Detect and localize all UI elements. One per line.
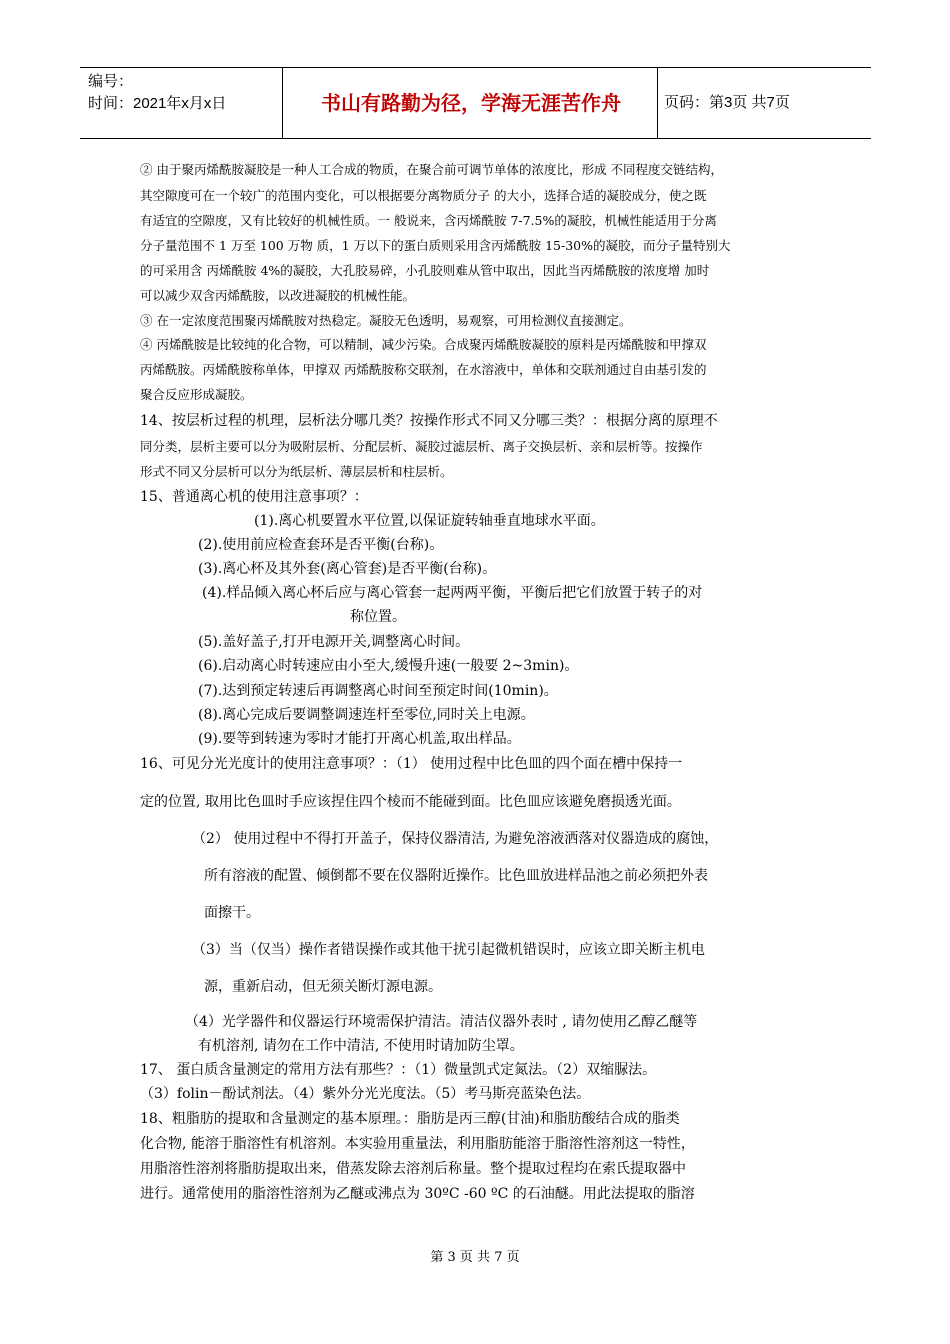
- question-17-line: 17、 蛋白质含量测定的常用方法有那些？：（1）微量凯式定氮法。（2）双缩脲法。: [140, 1062, 657, 1078]
- list-item: (1).离心机要置水平位置,以保证旋转轴垂直地球水平面。: [254, 513, 605, 529]
- body-line: 化合物, 能溶于脂溶性有机溶剂。本实验用重量法，利用脂肪能溶于脂溶性溶剂这一特性，: [140, 1136, 695, 1152]
- question-15-heading: 15、普通离心机的使用注意事项？：: [140, 489, 368, 505]
- body-line: 所有溶液的配置、倾倒都不要在仪器附近操作。比色皿放进样品池之前必须把外表: [204, 868, 708, 884]
- body-line: ④ 丙烯酰胺是比较纯的化合物，可以精制，减少污染。合成聚丙烯酰胺凝胶的原料是丙烯酰胺和甲撑双: [140, 337, 707, 352]
- header-divider: [657, 68, 658, 138]
- body-line: 聚合反应形成凝胶。: [140, 387, 253, 402]
- body-line: 有机溶剂, 请勿在工作中清洁, 不使用时请加防尘罩。: [198, 1038, 524, 1054]
- body-line: 其空隙度可在一个较广的范围内变化，可以根据要分离物质分子 的大小，选择合适的凝胶成分，使之既: [140, 188, 707, 203]
- body-line: （3）folin－酚试剂法。（4）紫外分光光度法。（5）考马斯亮蓝染色法。: [140, 1086, 591, 1102]
- body-line: 源，重新启动，但无须关断灯源电源。: [204, 979, 442, 995]
- body-line: 进行。通常使用的脂溶性溶剂为乙醚或沸点为 30ºC -60 ºC 的石油醚。用此法提取的脂溶: [140, 1186, 695, 1202]
- question-14-line: 14、按层析过程的机理，层析法分哪几类？按操作形式不同又分哪三类？：根据分离的原理不: [140, 413, 718, 429]
- page-footer: 第 3 页 共 7 页: [430, 1250, 520, 1265]
- list-item: (8).离心完成后要调整调速连杆至零位,同时关上电源。: [198, 707, 535, 723]
- list-item: (2).使用前应检查套环是否平衡(台称)。: [198, 537, 444, 553]
- body-line: 有适宜的空隙度，又有比较好的机械性质。一 般说来，含丙烯酰胺 7-7.5%的凝胶，机械性能适用于分离: [140, 213, 717, 228]
- body-line: 用脂溶性溶剂将脂肪提取出来，借蒸发除去溶剂后称量。整个提取过程均在索氏提取器中: [140, 1161, 686, 1177]
- header-meta: [88, 71, 226, 115]
- list-item: (7).达到预定转速后再调整离心时间至预定时间(10min)。: [198, 683, 558, 699]
- page-header: [80, 67, 871, 139]
- body-line: 同分类，层析主要可以分为吸附层析、分配层析、凝胶过滤层析、离子交换层析、亲和层析等。按操作: [140, 439, 703, 454]
- body-line: 面擦干。: [204, 905, 260, 921]
- body-line: 丙烯酰胺。丙烯酰胺称单体，甲撑双 丙烯酰胺称交联剂，在水溶液中，单体和交联剂通过自由基引发的: [140, 362, 707, 377]
- list-item: 称位置。: [350, 609, 406, 625]
- body-line: 定的位置, 取用比色皿时手应该捏住四个棱而不能碰到面。比色皿应该避免磨损透光面。: [140, 794, 681, 810]
- list-item: (5).盖好盖子,打开电源开关,调整离心时间。: [198, 634, 470, 650]
- number-label: 编号：: [88, 73, 134, 90]
- body-line: （4）光学器件和仪器运行环境需保护清洁。清洁仪器外表时 , 请勿使用乙醇乙醚等: [185, 1014, 698, 1030]
- body-line: 形式不同又分层析可以分为纸层析、薄层层析和柱层析。: [140, 464, 453, 479]
- list-item: (6).启动离心时转速应由小至大,缓慢升速(一般要 2~3min)。: [198, 658, 579, 674]
- question-16-line: 16、可见分光光度计的使用注意事项？：（1） 使用过程中比色皿的四个面在槽中保持一: [140, 756, 683, 772]
- body-line: ③ 在一定浓度范围聚丙烯酰胺对热稳定。凝胶无色透明，易观察，可用检测仪直接测定。: [140, 313, 632, 328]
- question-18-line: 18、粗脂肪的提取和含量测定的基本原理。：脂肪是丙三醇(甘油)和脂肪酸结合成的脂类: [140, 1111, 680, 1127]
- body-line: （2） 使用过程中不得打开盖子，保持仪器清洁, 为避免溶液洒落对仪器造成的腐蚀，: [192, 831, 719, 847]
- page-number-label: 页码：第3页 共7页: [664, 94, 790, 111]
- list-item: (9).要等到转速为零时才能打开离心机盖,取出样品。: [198, 731, 521, 747]
- list-item: (4).样品倾入离心杯后应与离心管套一起两两平衡，平衡后把它们放置于转子的对: [202, 585, 703, 601]
- body-line: （3）当（仅当）操作者错误操作或其他干扰引起微机错误时，应该立即关断主机电: [192, 942, 705, 958]
- list-item: (3).离心杯及其外套(离心管套)是否平衡(台称)。: [198, 561, 497, 577]
- body-line: 可以减少双含丙烯酰胺，以改进凝胶的机械性能。: [140, 288, 416, 303]
- body-line: 分子量范围不 1 万至 100 万物 质，1 万以下的蛋白质则采用含丙烯酰胺 15-30%的凝胶，而分子量特别大: [140, 238, 731, 253]
- header-motto: 书山有路勤为径，学海无涯苦作舟: [321, 91, 621, 115]
- body-line: 的可采用含 丙烯酰胺 4%的凝胶，大孔胶易碎，小孔胶则难从管中取出，因此当丙烯酰胺的浓度增 加时: [140, 263, 710, 278]
- body-line: ② 由于聚丙烯酰胺凝胶是一种人工合成的物质，在聚合前可调节单体的浓度比，形成 不同程度交链结构，: [140, 162, 723, 177]
- date-label: 时间：2021年x月x日: [88, 95, 227, 112]
